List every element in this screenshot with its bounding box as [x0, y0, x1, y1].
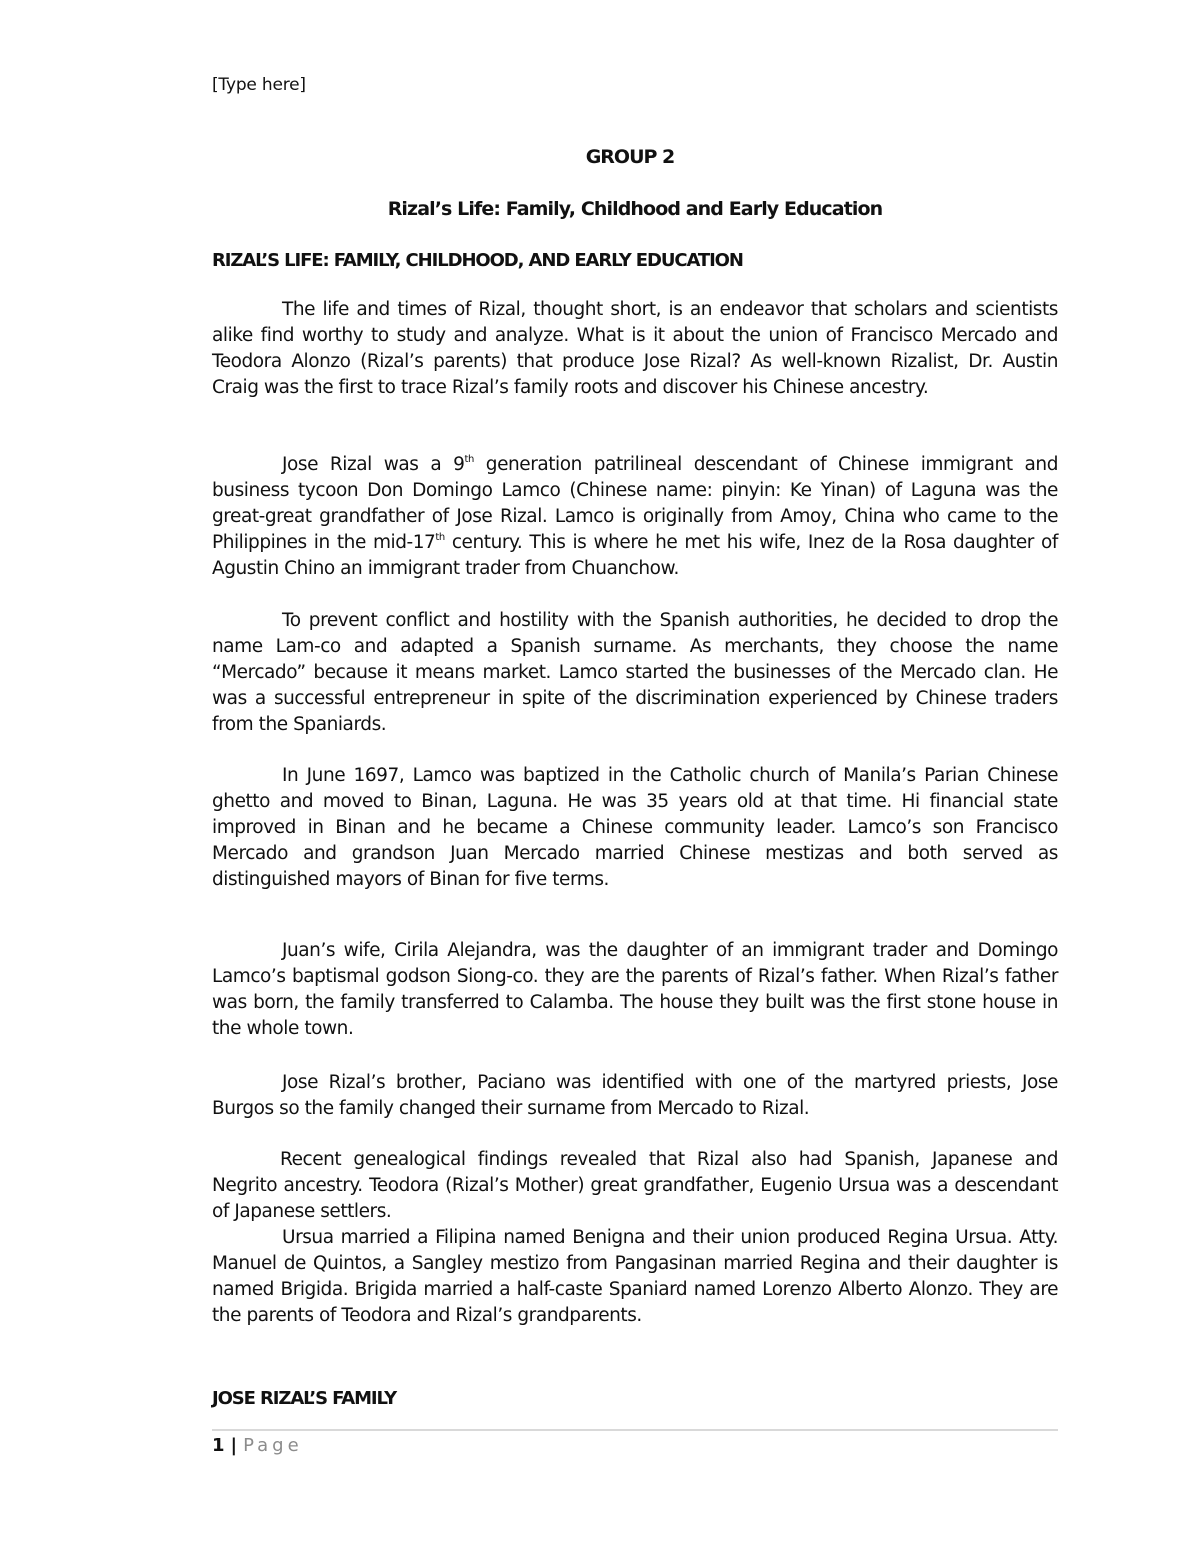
page-number: 1	[212, 1435, 225, 1456]
paragraph-intro: The life and times of Rizal, thought short, is an endeavor that scholars and scientists alike find worthy to study and analyze. What is it about the union of Francisco Mercado and Teodora Alonzo (Rizal’s parents) that produce Jose Rizal? As well-known Rizalist, Dr. Austin Craig was the first to trace Rizal’s family roots and discover his Chinese ancestry.	[212, 299, 1058, 398]
paragraph-ancestry	[212, 452, 1058, 582]
footer-divider	[212, 1429, 1058, 1431]
paragraph-ancestry-part-b: generation patrilineal descendant of Chinese immigrant and business tycoon Don Domingo Lamco (Chinese name: pinyin: Ke Yinan) of Laguna was the great-great grandfather of Jose Rizal. Lamco is originally from Amoy, China who came to the Philippines in the mid-17	[212, 454, 1058, 553]
paragraph-ancestry-part-c: century. This is where he met his wife, Inez de la Rosa daughter of Agustin Chino an immigrant trader from Chuanchow.	[212, 532, 1058, 579]
footer-separator: |	[230, 1435, 238, 1456]
ordinal-suffix: th	[464, 454, 474, 465]
section-heading-life: RIZAL’S LIFE: FAMILY, CHILDHOOD, AND EARLY EDUCATION	[212, 250, 743, 271]
document-subtitle: Rizal’s Life: Family, Childhood and Early Education	[387, 198, 883, 220]
page-header: [Type here]	[212, 75, 306, 95]
page-footer	[212, 1434, 303, 1458]
group-title: GROUP 2	[585, 146, 675, 168]
paragraph-ancestry-part-a: Jose Rizal was a 9	[282, 454, 465, 475]
paragraph-juan-wife: Juan’s wife, Cirila Alejandra, was the daughter of an immigrant trader and Domingo Lamco’s baptismal godson Siong-co. they are the parents of Rizal’s father. When Rizal’s father was born, the family transferred to Calamba. The house they built was the first stone house in the whole town.	[212, 940, 1058, 1039]
paragraph-surname: To prevent conflict and hostility with the Spanish authorities, he decided to drop the name Lam-co and adapted a Spanish surname. As merchants, they choose the name “Mercado” because it means market. Lamco started the businesses of the Mercado clan. He was a successful entrepreneur in spite of the discrimination experienced by Chinese traders from the Spaniards.	[212, 610, 1058, 735]
section-heading-family: JOSE RIZAL’S FAMILY	[212, 1388, 397, 1409]
page-label: Page	[243, 1435, 303, 1456]
paragraph-ursua: Ursua married a Filipina named Benigna and their union produced Regina Ursua. Atty. Manuel de Quintos, a Sangley mestizo from Pangasinan married Regina and their daughter is named Brigida. Brigida married a half-caste Spaniard named Lorenzo Alberto Alonzo. They are the parents of Teodora and Rizal’s grandparents.	[212, 1227, 1058, 1326]
ordinal-suffix: th	[435, 532, 445, 543]
paragraph-paciano: Jose Rizal’s brother, Paciano was identified with one of the martyred priests, Jose Burgos so the family changed their surname from Mercado to Rizal.	[212, 1072, 1058, 1119]
paragraph-genealogy: Recent genealogical findings revealed that Rizal also had Spanish, Japanese and Negrito ancestry. Teodora (Rizal’s Mother) great grandfather, Eugenio Ursua was a descendant of Japanese settlers.	[212, 1149, 1058, 1222]
paragraph-baptism: In June 1697, Lamco was baptized in the Catholic church of Manila’s Parian Chinese ghetto and moved to Binan, Laguna. He was 35 years old at that time. Hi financial state improved in Binan and he became a Chinese community leader. Lamco’s son Francisco Mercado and grandson Juan Mercado married Chinese mestizas and both served as distinguished mayors of Binan for five terms.	[212, 765, 1058, 890]
